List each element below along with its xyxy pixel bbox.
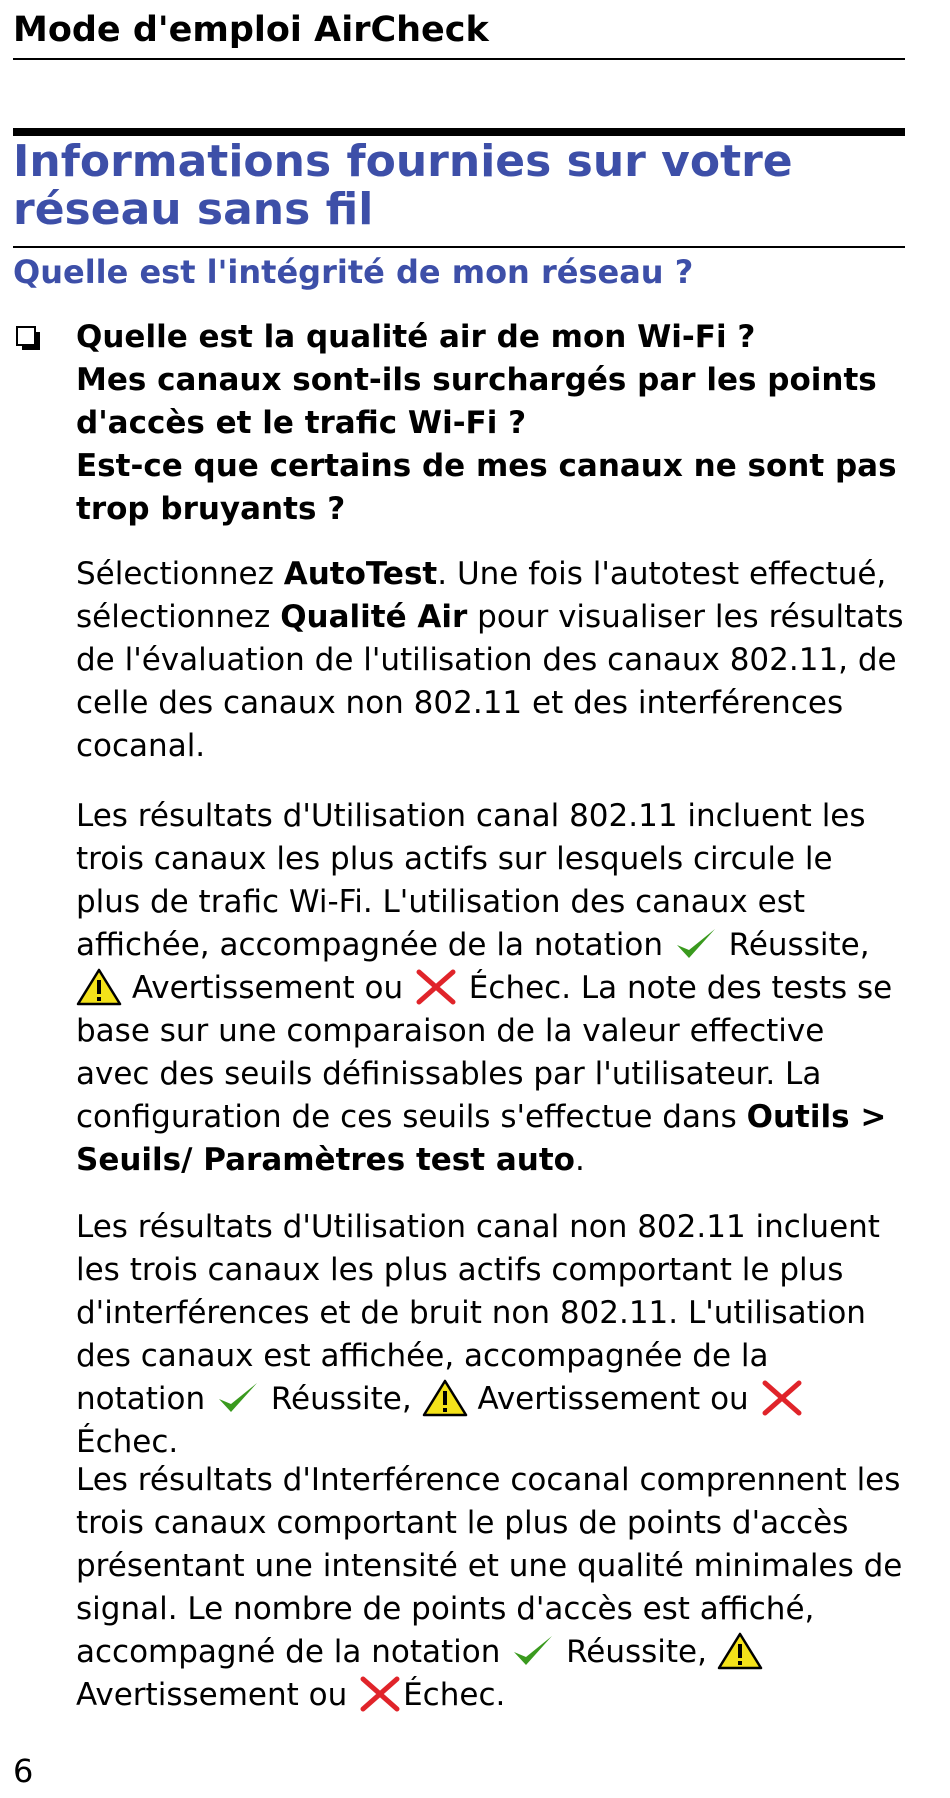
paragraph-80211-utilization (76, 795, 906, 1182)
cross-icon (413, 968, 459, 1006)
menu-path: Outils > Seuils/ Paramètres test auto (76, 1099, 887, 1178)
warning-icon (717, 1632, 763, 1670)
paragraph-autotest (76, 553, 906, 768)
check-icon (673, 925, 719, 963)
document-header-title: Mode d'emploi AirCheck (13, 10, 489, 50)
header-divider (13, 58, 905, 60)
fail-label: Échec. (76, 1424, 179, 1460)
cross-icon (357, 1675, 403, 1713)
section-title: Informations fournies sur votre réseau sans fil (13, 136, 793, 235)
subsection-title: Quelle est l'intégrité de mon réseau ? (13, 253, 694, 291)
pass-label: Réussite, (556, 1634, 717, 1670)
paragraph-cochannel-interference (76, 1459, 906, 1717)
warning-label: Avertissement ou (76, 1677, 358, 1713)
paragraph-text: . Une fois l'autotest effectué, sélectionnez (76, 556, 887, 635)
paragraph-non-80211-utilization (76, 1206, 906, 1464)
paragraph-text: pour visualiser les résultats de l'évaluation de l'utilisation des canaux 802.11, de celle des canaux non 802.11 et des interférences cocanal. (76, 599, 904, 764)
warning-icon (422, 1379, 468, 1417)
paragraph-text: . (574, 1142, 585, 1178)
paragraph-text: Échec. La note des tests se base sur une comparaison de la valeur effective avec des seuils définissables par l'utilisateur. La configuration de ces seuils s'effectue dans (76, 970, 893, 1135)
warning-label: Avertissement ou (467, 1381, 759, 1417)
check-icon (215, 1379, 261, 1417)
pass-label: Réussite, (261, 1381, 422, 1417)
section-divider (13, 246, 905, 248)
paragraph-text: Les résultats d'Utilisation canal non 802.11 incluent les trois canaux les plus actifs comportant le plus d'interférences et de bruit non 802.11. L'utilisation des canaux est affichée, accompagnée de la notation (76, 1209, 880, 1417)
warning-label: Avertissement ou (122, 970, 413, 1006)
section-top-rule (13, 128, 905, 136)
cross-icon (759, 1379, 805, 1417)
checkbox-icon (16, 326, 36, 346)
paragraph-text: Sélectionnez (76, 556, 284, 592)
paragraph-text: Les résultats d'Utilisation canal 802.11 incluent les trois canaux les plus actifs sur lesquels circule le plus de trafic Wi-Fi. L'utilisation des canaux est affichée, accompagnée de la notation (76, 798, 866, 963)
question-block: Quelle est la qualité air de mon Wi-Fi ? Mes canaux sont-ils surchargés par les points d'accès et le trafic Wi-Fi ? Est-ce que certains de mes canaux ne sont pas trop bruyants ? (76, 319, 897, 527)
check-icon (510, 1632, 556, 1670)
autotest-term: AutoTest (283, 556, 438, 592)
warning-icon (76, 968, 122, 1006)
air-quality-term: Qualité Air (280, 599, 468, 635)
pass-label: Réussite, (718, 927, 870, 963)
page-number: 6 (13, 1752, 34, 1790)
fail-label: Échec. (403, 1677, 506, 1713)
paragraph-text: Les résultats d'Interférence cocanal comprennent les trois canaux comportant le plus de points d'accès présentant une intensité et une qualité minimales de signal. Le nombre de points d'accès est affiché, accompagné de la notation (76, 1462, 903, 1670)
